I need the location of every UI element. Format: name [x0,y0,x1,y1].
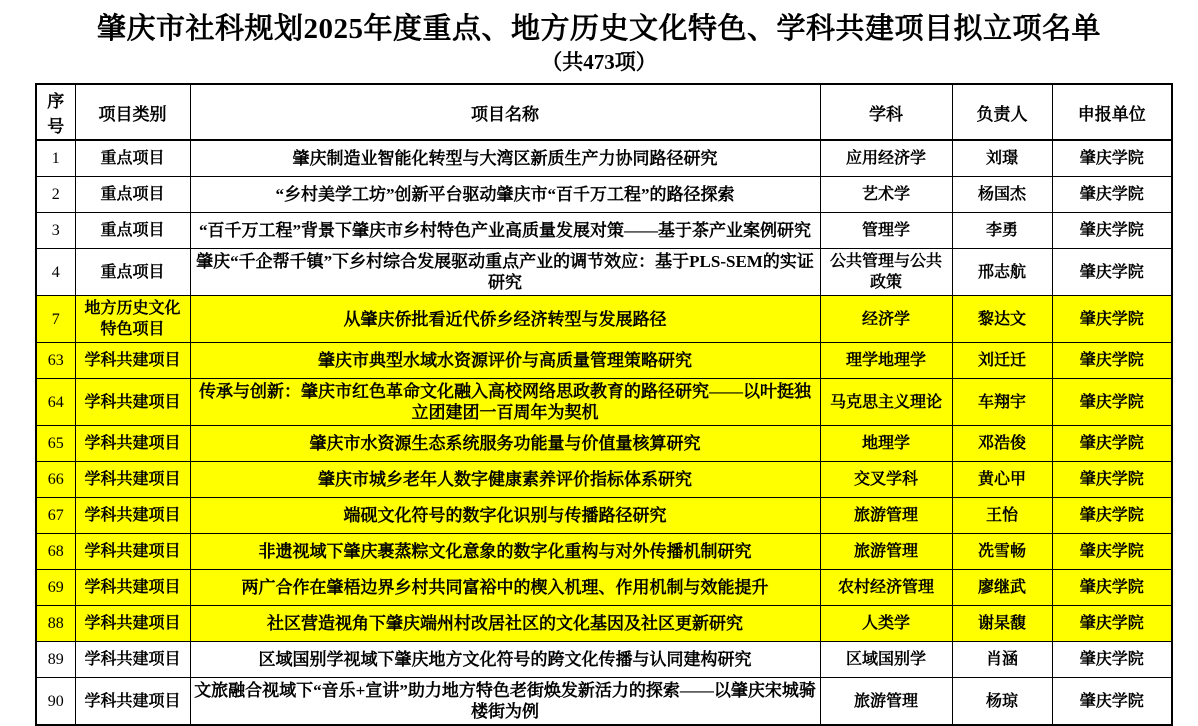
cell-name: 传承与创新：肇庆市红色革命文化融入高校网络思政教育的路径研究——以叶挺独立团建团一百周年为契机 [190,379,820,426]
column-header-subject: 学科 [820,84,952,140]
cell-number: 64 [36,379,75,426]
cell-unit: 肇庆学院 [1052,343,1172,379]
cell-leader: 肖涵 [952,642,1052,678]
cell-subject: 艺术学 [820,177,952,213]
table-row [36,678,1172,726]
cell-name: 肇庆制造业智能化转型与大湾区新质生产力协同路径研究 [190,140,820,177]
cell-leader: 刘迁迁 [952,343,1052,379]
cell-unit: 肇庆学院 [1052,570,1172,606]
table-row [36,570,1172,606]
cell-leader: 谢杲馥 [952,606,1052,642]
cell-name: 非遗视域下肇庆裹蒸粽文化意象的数字化重构与对外传播机制研究 [190,534,820,570]
cell-leader: 黎达文 [952,296,1052,343]
cell-subject: 马克思主义理论 [820,379,952,426]
cell-number: 67 [36,498,75,534]
cell-number: 2 [36,177,75,213]
cell-name: 肇庆市水资源生态系统服务功能量与价值量核算研究 [190,426,820,462]
cell-name: 肇庆市典型水域水资源评价与高质量管理策略研究 [190,343,820,379]
table-header-row [36,84,1172,140]
cell-category: 重点项目 [75,213,190,249]
document-page [0,12,1198,721]
cell-name: 社区营造视角下肇庆端州村改居社区的文化基因及社区更新研究 [190,606,820,642]
cell-subject: 旅游管理 [820,678,952,726]
cell-name: 文旅融合视域下“音乐+宣讲”助力地方特色老街焕发新活力的探索——以肇庆宋城骑楼街为例 [190,678,820,726]
cell-leader: 杨国杰 [952,177,1052,213]
column-header-number: 序号 [36,84,75,140]
cell-leader: 黄心甲 [952,462,1052,498]
cell-category: 学科共建项目 [75,343,190,379]
table-row [36,426,1172,462]
cell-category: 学科共建项目 [75,534,190,570]
cell-category: 学科共建项目 [75,462,190,498]
cell-subject: 旅游管理 [820,534,952,570]
project-count-subtitle: （共473项） [541,50,657,74]
cell-number: 7 [36,296,75,343]
cell-subject: 农村经济管理 [820,570,952,606]
cell-unit: 肇庆学院 [1052,140,1172,177]
cell-unit: 肇庆学院 [1052,642,1172,678]
cell-number: 3 [36,213,75,249]
cell-name: “乡村美学工坊”创新平台驱动肇庆市“百千万工程”的路径探索 [190,177,820,213]
table-row [36,534,1172,570]
cell-unit: 肇庆学院 [1052,498,1172,534]
cell-category: 学科共建项目 [75,426,190,462]
cell-subject: 区域国别学 [820,642,952,678]
cell-category: 学科共建项目 [75,570,190,606]
cell-unit: 肇庆学院 [1052,462,1172,498]
page-title: 肇庆市社科规划2025年度重点、地方历史文化特色、学科共建项目拟立项名单 [96,13,1101,45]
cell-unit: 肇庆学院 [1052,606,1172,642]
cell-number: 90 [36,678,75,726]
table-row [36,249,1172,296]
table-row [36,379,1172,426]
cell-unit: 肇庆学院 [1052,249,1172,296]
cell-leader: 车翔宇 [952,379,1052,426]
cell-name: 肇庆市城乡老年人数字健康素养评价指标体系研究 [190,462,820,498]
cell-subject: 人类学 [820,606,952,642]
column-header-leader: 负责人 [952,84,1052,140]
table-row [36,343,1172,379]
cell-subject: 管理学 [820,213,952,249]
cell-leader: 冼雪畅 [952,534,1052,570]
cell-category: 学科共建项目 [75,606,190,642]
cell-number: 68 [36,534,75,570]
projects-table [35,83,1173,726]
cell-leader: 李勇 [952,213,1052,249]
cell-category: 学科共建项目 [75,678,190,726]
cell-number: 4 [36,249,75,296]
cell-leader: 王怡 [952,498,1052,534]
cell-subject: 地理学 [820,426,952,462]
cell-unit: 肇庆学院 [1052,177,1172,213]
table-row [36,140,1172,177]
cell-name: “百千万工程”背景下肇庆市乡村特色产业高质量发展对策——基于茶产业案例研究 [190,213,820,249]
cell-unit: 肇庆学院 [1052,426,1172,462]
table-row [36,462,1172,498]
table-row [36,213,1172,249]
cell-leader: 廖继武 [952,570,1052,606]
cell-number: 1 [36,140,75,177]
cell-unit: 肇庆学院 [1052,213,1172,249]
cell-category: 地方历史文化特色项目 [75,296,190,343]
table-row [36,498,1172,534]
column-header-unit: 申报单位 [1052,84,1172,140]
cell-unit: 肇庆学院 [1052,379,1172,426]
cell-leader: 刘璟 [952,140,1052,177]
cell-subject: 应用经济学 [820,140,952,177]
cell-number: 89 [36,642,75,678]
cell-category: 学科共建项目 [75,642,190,678]
cell-name: 端砚文化符号的数字化识别与传播路径研究 [190,498,820,534]
cell-name: 区域国别学视域下肇庆地方文化符号的跨文化传播与认同建构研究 [190,642,820,678]
cell-number: 88 [36,606,75,642]
cell-category: 学科共建项目 [75,498,190,534]
cell-subject: 交叉学科 [820,462,952,498]
cell-category: 重点项目 [75,140,190,177]
cell-leader: 杨琼 [952,678,1052,726]
table-row [36,177,1172,213]
cell-name: 肇庆“千企帮千镇”下乡村综合发展驱动重点产业的调节效应：基于PLS-SEM的实证研究 [190,249,820,296]
table-row [36,642,1172,678]
cell-subject: 旅游管理 [820,498,952,534]
cell-number: 65 [36,426,75,462]
cell-leader: 邢志航 [952,249,1052,296]
cell-category: 重点项目 [75,249,190,296]
cell-unit: 肇庆学院 [1052,534,1172,570]
cell-name: 两广合作在肇梧边界乡村共同富裕中的楔入机理、作用机制与效能提升 [190,570,820,606]
cell-subject: 理学地理学 [820,343,952,379]
cell-name: 从肇庆侨批看近代侨乡经济转型与发展路径 [190,296,820,343]
cell-subject: 经济学 [820,296,952,343]
cell-number: 66 [36,462,75,498]
cell-category: 重点项目 [75,177,190,213]
cell-category: 学科共建项目 [75,379,190,426]
table-row [36,606,1172,642]
cell-leader: 邓浩俊 [952,426,1052,462]
cell-number: 63 [36,343,75,379]
cell-subject: 公共管理与公共政策 [820,249,952,296]
column-header-category: 项目类别 [75,84,190,140]
column-header-name: 项目名称 [190,84,820,140]
cell-unit: 肇庆学院 [1052,678,1172,726]
cell-unit: 肇庆学院 [1052,296,1172,343]
table-row [36,296,1172,343]
cell-number: 69 [36,570,75,606]
